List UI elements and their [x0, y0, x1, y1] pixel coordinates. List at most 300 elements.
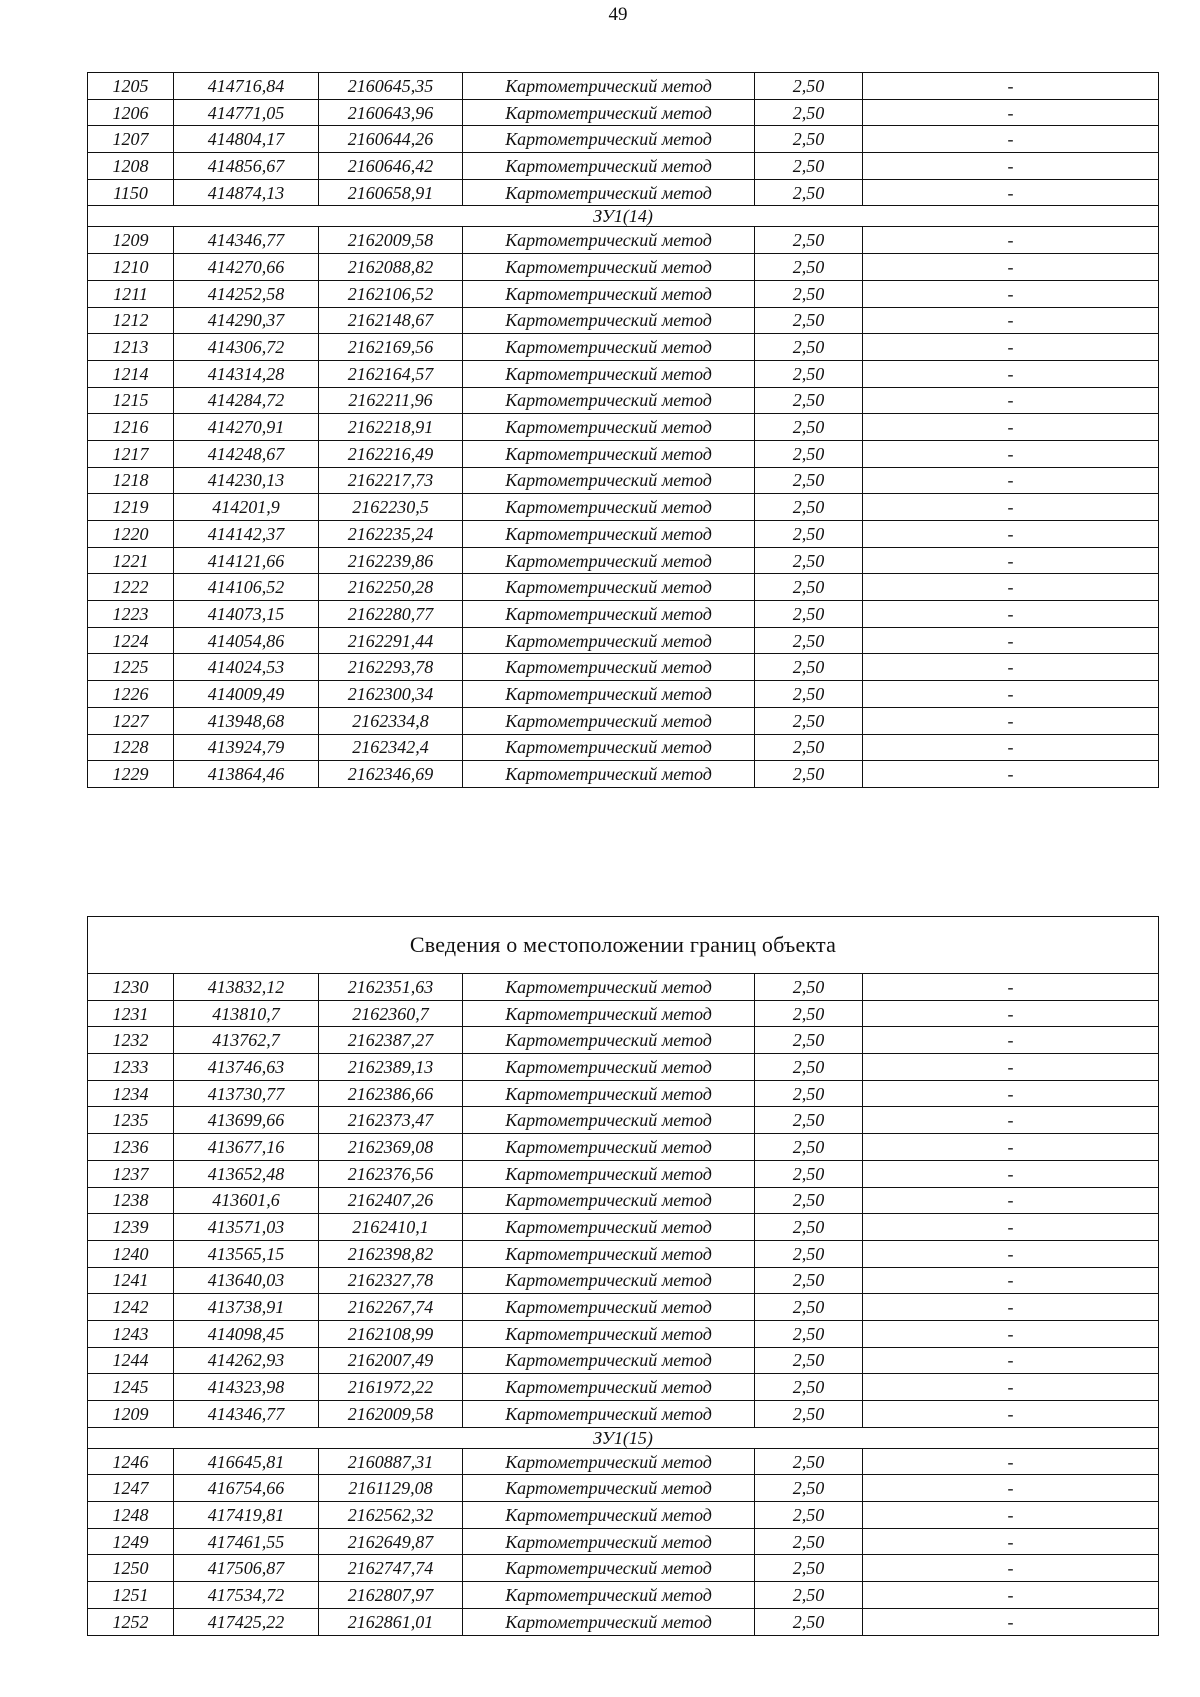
description-cell: - [863, 414, 1159, 441]
y-coordinate-cell: 2162369,08 [319, 1134, 463, 1161]
x-coordinate-cell: 414073,15 [174, 601, 319, 628]
y-coordinate-cell: 2160644,26 [319, 126, 463, 153]
method-cell: Картометрический метод [463, 654, 755, 681]
method-cell: Картометрический метод [463, 601, 755, 628]
description-cell: - [863, 681, 1159, 708]
description-cell: - [863, 1320, 1159, 1347]
table-row [88, 440, 1159, 467]
point-number-cell: 1223 [88, 601, 174, 628]
y-coordinate-cell: 2162291,44 [319, 627, 463, 654]
method-cell: Картометрический метод [463, 547, 755, 574]
x-coordinate-cell: 414270,91 [174, 414, 319, 441]
description-cell: - [863, 761, 1159, 788]
point-number-cell: 1231 [88, 1000, 174, 1027]
table-row [88, 1080, 1159, 1107]
table-row [88, 547, 1159, 574]
y-coordinate-cell: 2160646,42 [319, 153, 463, 180]
point-number-cell: 1220 [88, 521, 174, 548]
accuracy-cell: 2,50 [755, 1528, 863, 1555]
table-row [88, 1000, 1159, 1027]
accuracy-cell: 2,50 [755, 387, 863, 414]
method-cell: Картометрический метод [463, 1582, 755, 1609]
description-cell: - [863, 1240, 1159, 1267]
table-row [88, 1374, 1159, 1401]
description-cell: - [863, 1347, 1159, 1374]
y-coordinate-cell: 2162009,58 [319, 1401, 463, 1428]
y-coordinate-cell: 2162148,67 [319, 307, 463, 334]
description-cell: - [863, 734, 1159, 761]
x-coordinate-cell: 416645,81 [174, 1448, 319, 1475]
y-coordinate-cell: 2162807,97 [319, 1582, 463, 1609]
point-number-cell: 1215 [88, 387, 174, 414]
x-coordinate-cell: 417425,22 [174, 1608, 319, 1635]
method-cell: Картометрический метод [463, 1054, 755, 1081]
accuracy-cell: 2,50 [755, 73, 863, 100]
table-row [88, 99, 1159, 126]
x-coordinate-cell: 414284,72 [174, 387, 319, 414]
y-coordinate-cell: 2162230,5 [319, 494, 463, 521]
x-coordinate-cell: 414314,28 [174, 360, 319, 387]
x-coordinate-cell: 414856,67 [174, 153, 319, 180]
method-cell: Картометрический метод [463, 440, 755, 467]
section-row [88, 1427, 1159, 1448]
description-cell: - [863, 440, 1159, 467]
x-coordinate-cell: 414716,84 [174, 73, 319, 100]
point-number-cell: 1237 [88, 1160, 174, 1187]
x-coordinate-cell: 414346,77 [174, 227, 319, 254]
x-coordinate-cell: 413924,79 [174, 734, 319, 761]
point-number-cell: 1214 [88, 360, 174, 387]
description-cell: - [863, 1608, 1159, 1635]
description-cell: - [863, 974, 1159, 1001]
point-number-cell: 1217 [88, 440, 174, 467]
description-cell: - [863, 574, 1159, 601]
accuracy-cell: 2,50 [755, 1160, 863, 1187]
point-number-cell: 1212 [88, 307, 174, 334]
y-coordinate-cell: 2162360,7 [319, 1000, 463, 1027]
table-row [88, 153, 1159, 180]
y-coordinate-cell: 2162007,49 [319, 1347, 463, 1374]
accuracy-cell: 2,50 [755, 99, 863, 126]
point-number-cell: 1251 [88, 1582, 174, 1609]
accuracy-cell: 2,50 [755, 1187, 863, 1214]
accuracy-cell: 2,50 [755, 307, 863, 334]
table-row [88, 227, 1159, 254]
x-coordinate-cell: 414098,45 [174, 1320, 319, 1347]
accuracy-cell: 2,50 [755, 1582, 863, 1609]
method-cell: Картометрический метод [463, 227, 755, 254]
accuracy-cell: 2,50 [755, 1401, 863, 1428]
table-row [88, 681, 1159, 708]
method-cell: Картометрический метод [463, 1160, 755, 1187]
accuracy-cell: 2,50 [755, 761, 863, 788]
method-cell: Картометрический метод [463, 1448, 755, 1475]
description-cell: - [863, 227, 1159, 254]
table-row [88, 1267, 1159, 1294]
method-cell: Картометрический метод [463, 574, 755, 601]
x-coordinate-cell: 414121,66 [174, 547, 319, 574]
y-coordinate-cell: 2160887,31 [319, 1448, 463, 1475]
accuracy-cell: 2,50 [755, 1374, 863, 1401]
table-body [88, 73, 1159, 788]
point-number-cell: 1225 [88, 654, 174, 681]
boundary-points-table-continued [87, 72, 1159, 788]
y-coordinate-cell: 2162280,77 [319, 601, 463, 628]
method-cell: Картометрический метод [463, 1134, 755, 1161]
y-coordinate-cell: 2160658,91 [319, 179, 463, 206]
method-cell: Картометрический метод [463, 1502, 755, 1529]
y-coordinate-cell: 2162088,82 [319, 254, 463, 281]
section-row [88, 206, 1159, 227]
method-cell: Картометрический метод [463, 1528, 755, 1555]
table-title-row [88, 917, 1159, 974]
accuracy-cell: 2,50 [755, 707, 863, 734]
accuracy-cell: 2,50 [755, 1000, 863, 1027]
method-cell: Картометрический метод [463, 1240, 755, 1267]
accuracy-cell: 2,50 [755, 360, 863, 387]
method-cell: Картометрический метод [463, 1027, 755, 1054]
accuracy-cell: 2,50 [755, 153, 863, 180]
x-coordinate-cell: 414804,17 [174, 126, 319, 153]
section-label: ЗУ1(14) [88, 206, 1159, 227]
point-number-cell: 1248 [88, 1502, 174, 1529]
description-cell: - [863, 1528, 1159, 1555]
table-row [88, 280, 1159, 307]
description-cell: - [863, 654, 1159, 681]
point-number-cell: 1252 [88, 1608, 174, 1635]
description-cell: - [863, 360, 1159, 387]
method-cell: Картометрический метод [463, 1555, 755, 1582]
y-coordinate-cell: 2162217,73 [319, 467, 463, 494]
table-row [88, 254, 1159, 281]
table-row [88, 574, 1159, 601]
description-cell: - [863, 1294, 1159, 1321]
accuracy-cell: 2,50 [755, 1240, 863, 1267]
y-coordinate-cell: 2162387,27 [319, 1027, 463, 1054]
point-number-cell: 1230 [88, 974, 174, 1001]
table-row [88, 494, 1159, 521]
y-coordinate-cell: 2162346,69 [319, 761, 463, 788]
accuracy-cell: 2,50 [755, 126, 863, 153]
table-row [88, 1187, 1159, 1214]
x-coordinate-cell: 417506,87 [174, 1555, 319, 1582]
x-coordinate-cell: 416754,66 [174, 1475, 319, 1502]
table-row [88, 1475, 1159, 1502]
point-number-cell: 1247 [88, 1475, 174, 1502]
table-row [88, 334, 1159, 361]
point-number-cell: 1246 [88, 1448, 174, 1475]
table-row [88, 1134, 1159, 1161]
accuracy-cell: 2,50 [755, 681, 863, 708]
accuracy-cell: 2,50 [755, 734, 863, 761]
x-coordinate-cell: 414306,72 [174, 334, 319, 361]
point-number-cell: 1221 [88, 547, 174, 574]
method-cell: Картометрический метод [463, 1214, 755, 1241]
point-number-cell: 1219 [88, 494, 174, 521]
accuracy-cell: 2,50 [755, 254, 863, 281]
x-coordinate-cell: 414230,13 [174, 467, 319, 494]
table-title: Сведения о местоположении границ объекта [88, 917, 1159, 974]
accuracy-cell: 2,50 [755, 494, 863, 521]
description-cell: - [863, 307, 1159, 334]
point-number-cell: 1242 [88, 1294, 174, 1321]
point-number-cell: 1218 [88, 467, 174, 494]
table-row [88, 1528, 1159, 1555]
accuracy-cell: 2,50 [755, 1555, 863, 1582]
point-number-cell: 1232 [88, 1027, 174, 1054]
accuracy-cell: 2,50 [755, 1134, 863, 1161]
method-cell: Картометрический метод [463, 414, 755, 441]
y-coordinate-cell: 2162235,24 [319, 521, 463, 548]
description-cell: - [863, 73, 1159, 100]
x-coordinate-cell: 417534,72 [174, 1582, 319, 1609]
point-number-cell: 1216 [88, 414, 174, 441]
y-coordinate-cell: 2162389,13 [319, 1054, 463, 1081]
table-row [88, 467, 1159, 494]
method-cell: Картометрический метод [463, 73, 755, 100]
method-cell: Картометрический метод [463, 681, 755, 708]
y-coordinate-cell: 2162376,56 [319, 1160, 463, 1187]
table-row [88, 1054, 1159, 1081]
description-cell: - [863, 547, 1159, 574]
point-number-cell: 1227 [88, 707, 174, 734]
y-coordinate-cell: 2162410,1 [319, 1214, 463, 1241]
description-cell: - [863, 627, 1159, 654]
table-row [88, 627, 1159, 654]
accuracy-cell: 2,50 [755, 414, 863, 441]
description-cell: - [863, 1187, 1159, 1214]
accuracy-cell: 2,50 [755, 1267, 863, 1294]
x-coordinate-cell: 413601,6 [174, 1187, 319, 1214]
point-number-cell: 1206 [88, 99, 174, 126]
x-coordinate-cell: 414252,58 [174, 280, 319, 307]
accuracy-cell: 2,50 [755, 1347, 863, 1374]
y-coordinate-cell: 2162747,74 [319, 1555, 463, 1582]
method-cell: Картометрический метод [463, 179, 755, 206]
y-coordinate-cell: 2160643,96 [319, 99, 463, 126]
point-number-cell: 1235 [88, 1107, 174, 1134]
table-row [88, 1608, 1159, 1635]
description-cell: - [863, 467, 1159, 494]
point-number-cell: 1241 [88, 1267, 174, 1294]
table-body [88, 974, 1159, 1636]
boundary-location-table [87, 916, 1159, 1636]
table-row [88, 707, 1159, 734]
accuracy-cell: 2,50 [755, 1080, 863, 1107]
x-coordinate-cell: 413565,15 [174, 1240, 319, 1267]
x-coordinate-cell: 413730,77 [174, 1080, 319, 1107]
x-coordinate-cell: 414346,77 [174, 1401, 319, 1428]
accuracy-cell: 2,50 [755, 280, 863, 307]
point-number-cell: 1211 [88, 280, 174, 307]
y-coordinate-cell: 2162106,52 [319, 280, 463, 307]
x-coordinate-cell: 417461,55 [174, 1528, 319, 1555]
table-row [88, 974, 1159, 1001]
table-row [88, 1502, 1159, 1529]
table-row [88, 1294, 1159, 1321]
point-number-cell: 1205 [88, 73, 174, 100]
table-row [88, 1027, 1159, 1054]
table-row [88, 601, 1159, 628]
accuracy-cell: 2,50 [755, 601, 863, 628]
y-coordinate-cell: 2162351,63 [319, 974, 463, 1001]
description-cell: - [863, 1475, 1159, 1502]
method-cell: Картометрический метод [463, 494, 755, 521]
description-cell: - [863, 521, 1159, 548]
accuracy-cell: 2,50 [755, 1502, 863, 1529]
y-coordinate-cell: 2161972,22 [319, 1374, 463, 1401]
table-row [88, 126, 1159, 153]
method-cell: Картометрический метод [463, 1401, 755, 1428]
x-coordinate-cell: 413677,16 [174, 1134, 319, 1161]
y-coordinate-cell: 2162216,49 [319, 440, 463, 467]
method-cell: Картометрический метод [463, 360, 755, 387]
x-coordinate-cell: 414201,9 [174, 494, 319, 521]
method-cell: Картометрический метод [463, 1000, 755, 1027]
x-coordinate-cell: 413832,12 [174, 974, 319, 1001]
accuracy-cell: 2,50 [755, 440, 863, 467]
table-row [88, 734, 1159, 761]
accuracy-cell: 2,50 [755, 1054, 863, 1081]
y-coordinate-cell: 2162327,78 [319, 1267, 463, 1294]
point-number-cell: 1228 [88, 734, 174, 761]
accuracy-cell: 2,50 [755, 627, 863, 654]
method-cell: Картометрический метод [463, 1187, 755, 1214]
x-coordinate-cell: 413810,7 [174, 1000, 319, 1027]
x-coordinate-cell: 413762,7 [174, 1027, 319, 1054]
table-row [88, 1320, 1159, 1347]
accuracy-cell: 2,50 [755, 227, 863, 254]
method-cell: Картометрический метод [463, 254, 755, 281]
point-number-cell: 1234 [88, 1080, 174, 1107]
description-cell: - [863, 179, 1159, 206]
point-number-cell: 1229 [88, 761, 174, 788]
description-cell: - [863, 707, 1159, 734]
accuracy-cell: 2,50 [755, 1027, 863, 1054]
description-cell: - [863, 1214, 1159, 1241]
y-coordinate-cell: 2162562,32 [319, 1502, 463, 1529]
y-coordinate-cell: 2162649,87 [319, 1528, 463, 1555]
accuracy-cell: 2,50 [755, 574, 863, 601]
description-cell: - [863, 601, 1159, 628]
method-cell: Картометрический метод [463, 153, 755, 180]
table-row [88, 360, 1159, 387]
method-cell: Картометрический метод [463, 387, 755, 414]
x-coordinate-cell: 413738,91 [174, 1294, 319, 1321]
method-cell: Картометрический метод [463, 1374, 755, 1401]
table-row [88, 1555, 1159, 1582]
x-coordinate-cell: 414248,67 [174, 440, 319, 467]
point-number-cell: 1208 [88, 153, 174, 180]
section-label: ЗУ1(15) [88, 1427, 1159, 1448]
method-cell: Картометрический метод [463, 1320, 755, 1347]
point-number-cell: 1244 [88, 1347, 174, 1374]
y-coordinate-cell: 2160645,35 [319, 73, 463, 100]
accuracy-cell: 2,50 [755, 1320, 863, 1347]
accuracy-cell: 2,50 [755, 467, 863, 494]
table-row [88, 1160, 1159, 1187]
table-row [88, 1240, 1159, 1267]
x-coordinate-cell: 414106,52 [174, 574, 319, 601]
y-coordinate-cell: 2162169,56 [319, 334, 463, 361]
accuracy-cell: 2,50 [755, 974, 863, 1001]
method-cell: Картометрический метод [463, 707, 755, 734]
table-row [88, 73, 1159, 100]
description-cell: - [863, 1374, 1159, 1401]
description-cell: - [863, 334, 1159, 361]
y-coordinate-cell: 2162398,82 [319, 1240, 463, 1267]
point-number-cell: 1245 [88, 1374, 174, 1401]
method-cell: Картометрический метод [463, 1475, 755, 1502]
description-cell: - [863, 1555, 1159, 1582]
x-coordinate-cell: 414024,53 [174, 654, 319, 681]
method-cell: Картометрический метод [463, 1347, 755, 1374]
table-row [88, 1347, 1159, 1374]
accuracy-cell: 2,50 [755, 1107, 863, 1134]
description-cell: - [863, 280, 1159, 307]
method-cell: Картометрический метод [463, 627, 755, 654]
table-row [88, 521, 1159, 548]
description-cell: - [863, 254, 1159, 281]
point-number-cell: 1213 [88, 334, 174, 361]
description-cell: - [863, 1054, 1159, 1081]
point-number-cell: 1222 [88, 574, 174, 601]
method-cell: Картометрический метод [463, 734, 755, 761]
table-row [88, 1582, 1159, 1609]
method-cell: Картометрический метод [463, 307, 755, 334]
method-cell: Картометрический метод [463, 1107, 755, 1134]
y-coordinate-cell: 2162342,4 [319, 734, 463, 761]
point-number-cell: 1243 [88, 1320, 174, 1347]
method-cell: Картометрический метод [463, 521, 755, 548]
accuracy-cell: 2,50 [755, 547, 863, 574]
x-coordinate-cell: 413746,63 [174, 1054, 319, 1081]
x-coordinate-cell: 417419,81 [174, 1502, 319, 1529]
table-row [88, 1401, 1159, 1428]
point-number-cell: 1207 [88, 126, 174, 153]
table-row [88, 654, 1159, 681]
y-coordinate-cell: 2162386,66 [319, 1080, 463, 1107]
table-row [88, 1107, 1159, 1134]
y-coordinate-cell: 2162250,28 [319, 574, 463, 601]
y-coordinate-cell: 2162861,01 [319, 1608, 463, 1635]
point-number-cell: 1233 [88, 1054, 174, 1081]
y-coordinate-cell: 2162300,34 [319, 681, 463, 708]
x-coordinate-cell: 413948,68 [174, 707, 319, 734]
x-coordinate-cell: 413864,46 [174, 761, 319, 788]
description-cell: - [863, 387, 1159, 414]
accuracy-cell: 2,50 [755, 521, 863, 548]
description-cell: - [863, 1448, 1159, 1475]
description-cell: - [863, 126, 1159, 153]
x-coordinate-cell: 414323,98 [174, 1374, 319, 1401]
x-coordinate-cell: 413699,66 [174, 1107, 319, 1134]
table-row [88, 307, 1159, 334]
description-cell: - [863, 1267, 1159, 1294]
accuracy-cell: 2,50 [755, 654, 863, 681]
table-row [88, 179, 1159, 206]
point-number-cell: 1250 [88, 1555, 174, 1582]
x-coordinate-cell: 414262,93 [174, 1347, 319, 1374]
description-cell: - [863, 1502, 1159, 1529]
y-coordinate-cell: 2162108,99 [319, 1320, 463, 1347]
method-cell: Картометрический метод [463, 1294, 755, 1321]
y-coordinate-cell: 2162218,91 [319, 414, 463, 441]
accuracy-cell: 2,50 [755, 334, 863, 361]
y-coordinate-cell: 2162267,74 [319, 1294, 463, 1321]
point-number-cell: 1209 [88, 227, 174, 254]
page-number: 49 [608, 4, 628, 25]
